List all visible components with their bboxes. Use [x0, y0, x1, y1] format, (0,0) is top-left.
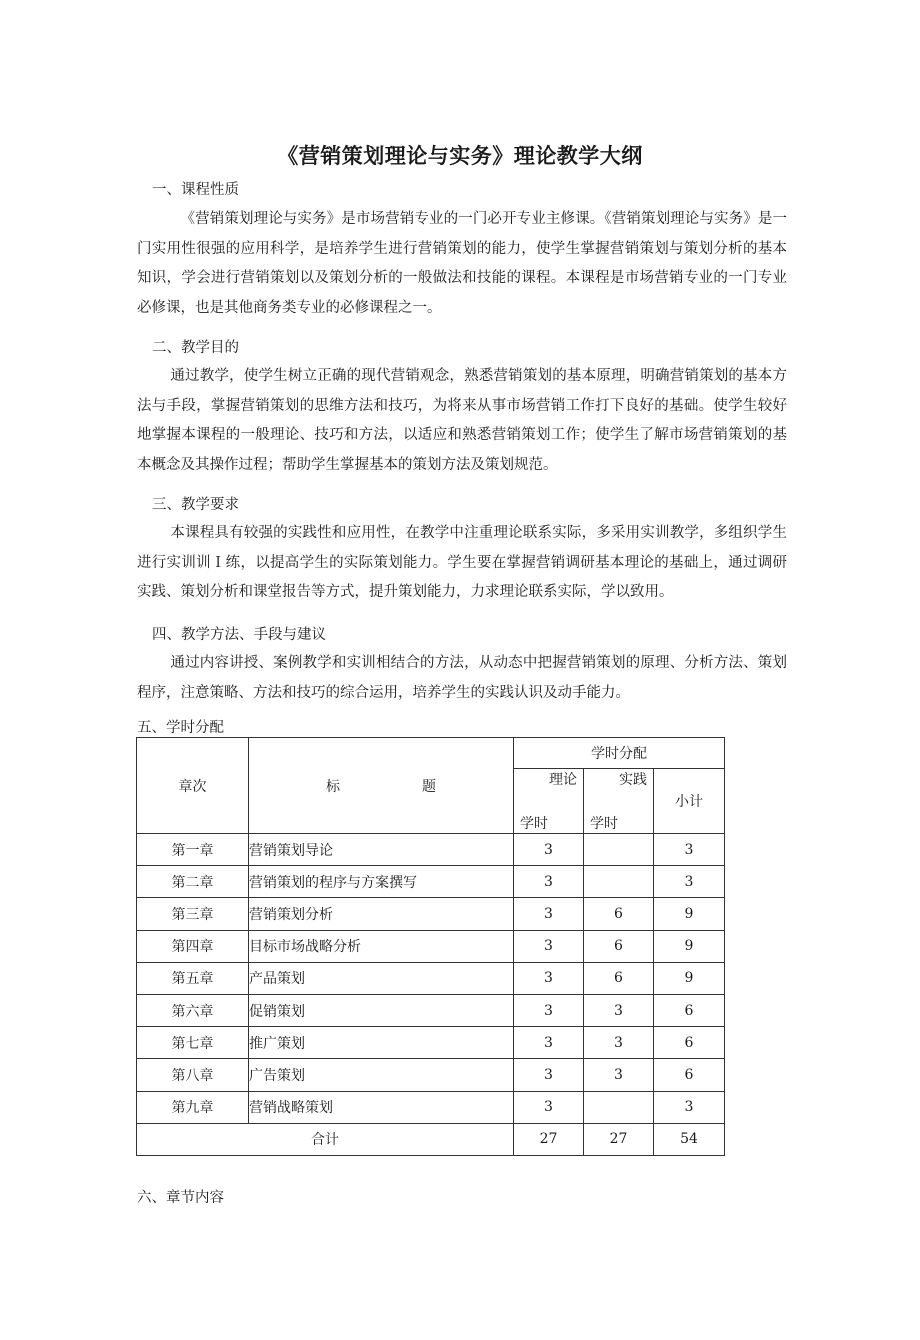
row-practice-hours: 3 [584, 1059, 654, 1091]
row-subtotal: 3 [654, 866, 725, 898]
table-body [137, 834, 725, 1124]
row-title: 促销策划 [249, 994, 514, 1026]
row-subtotal: 3 [654, 834, 725, 866]
row-practice-hours [584, 834, 654, 866]
document-title: 《营销策划理论与实务》理论教学大纲 [277, 144, 643, 168]
row-subtotal: 6 [654, 1059, 725, 1091]
row-title: 推广策划 [249, 1027, 514, 1059]
section-3-body [137, 519, 787, 608]
section-4-heading: 四、教学方法、手段与建议 [152, 627, 326, 643]
row-title: 营销策划导论 [249, 834, 514, 866]
row-subtotal: 9 [654, 930, 725, 962]
row-practice-hours: 6 [584, 930, 654, 962]
section-1-heading: 一、课程性质 [152, 182, 239, 198]
row-title: 目标市场战略分析 [249, 930, 514, 962]
row-chapter: 第七章 [137, 1027, 249, 1059]
row-theory-hours: 3 [514, 898, 584, 930]
row-chapter: 第六章 [137, 994, 249, 1026]
row-chapter: 第五章 [137, 962, 249, 994]
row-practice-hours [584, 1091, 654, 1123]
row-practice-hours [584, 866, 654, 898]
row-theory-hours: 3 [514, 962, 584, 994]
table-row [137, 994, 725, 1026]
section-6-heading: 六、章节内容 [137, 1190, 224, 1206]
header-chapter: 章次 [137, 738, 249, 834]
row-theory-hours: 3 [514, 1091, 584, 1123]
table-row [137, 866, 725, 898]
header-title-char-2: 题 [422, 778, 436, 795]
row-subtotal: 6 [654, 1027, 725, 1059]
section-1-text: 《营销策划理论与实务》是市场营销专业的一门必开专业主修课。《营销策划理论与实务》是一门实用性很强的应用科学，是培养学生进行营销策划的能力，使学生掌握营销策划与策划分析的基本知识，学会进行营销策划以及策划分析的一般做法和技能的课程。本课程是市场营销专业的一门专业必修课，也是其他商务类专业的必修课程之一。 [137, 211, 787, 316]
header-title [249, 738, 514, 834]
header-practice [584, 769, 654, 834]
table-row [137, 834, 725, 866]
header-practice-line-2: 学时 [590, 816, 618, 832]
table-row [137, 898, 725, 930]
header-theory [514, 769, 584, 834]
total-subtotal: 54 [654, 1123, 725, 1155]
table-row [137, 1059, 725, 1091]
row-theory-hours: 3 [514, 834, 584, 866]
total-practice: 27 [584, 1123, 654, 1155]
row-title: 产品策划 [249, 962, 514, 994]
row-theory-hours: 3 [514, 1059, 584, 1091]
row-subtotal: 9 [654, 962, 725, 994]
header-title-char-1: 标 [326, 778, 340, 795]
header-theory-line-2: 学时 [520, 816, 548, 832]
row-subtotal: 9 [654, 898, 725, 930]
hours-table [136, 737, 725, 1156]
section-5-heading: 五、学时分配 [137, 720, 224, 736]
row-practice-hours: 6 [584, 898, 654, 930]
row-subtotal: 3 [654, 1091, 725, 1123]
row-theory-hours: 3 [514, 930, 584, 962]
table-header-row [137, 738, 725, 769]
row-title: 广告策划 [249, 1059, 514, 1091]
section-4-text: 通过内容讲授、案例教学和实训相结合的方法，从动态中把握营销策划的原理、分析方法、策划程序，注意策略、方法和技巧的综合运用，培养学生的实践认识及动手能力。 [137, 655, 787, 701]
header-subtotal: 小计 [654, 769, 725, 834]
row-subtotal: 6 [654, 994, 725, 1026]
table-row [137, 962, 725, 994]
section-3-text: 本课程具有较强的实践性和应用性，在教学中注重理论联系实际，多采用实训教学，多组织学生进行实训训Ｉ练，以提高学生的实际策划能力。学生要在掌握营销调研基本理论的基础上，通过调研实践、策划分析和课堂报告等方式，提升策划能力，力求理论联系实际，学以致用。 [137, 525, 787, 601]
row-practice-hours: 3 [584, 1027, 654, 1059]
row-theory-hours: 3 [514, 1027, 584, 1059]
row-chapter: 第三章 [137, 898, 249, 930]
row-theory-hours: 3 [514, 994, 584, 1026]
row-theory-hours: 3 [514, 866, 584, 898]
row-title: 营销策划分析 [249, 898, 514, 930]
header-practice-line-1: 实践 [619, 772, 647, 788]
total-label: 合计 [137, 1123, 514, 1155]
header-hours-group: 学时分配 [514, 738, 725, 769]
table-total-row [137, 1123, 725, 1155]
total-theory: 27 [514, 1123, 584, 1155]
row-chapter: 第一章 [137, 834, 249, 866]
row-chapter: 第九章 [137, 1091, 249, 1123]
row-title: 营销策划的程序与方案撰写 [249, 866, 514, 898]
section-4-body [137, 649, 787, 708]
header-theory-line-1: 理论 [549, 772, 577, 788]
section-2-body [137, 362, 787, 480]
table-row [137, 1091, 725, 1123]
row-chapter: 第四章 [137, 930, 249, 962]
row-practice-hours: 6 [584, 962, 654, 994]
section-2-heading: 二、教学目的 [152, 340, 239, 356]
table-row [137, 1027, 725, 1059]
table-row [137, 930, 725, 962]
row-chapter: 第二章 [137, 866, 249, 898]
row-chapter: 第八章 [137, 1059, 249, 1091]
section-1-body [137, 205, 787, 323]
section-2-text: 通过教学，使学生树立正确的现代营销观念，熟悉营销策划的基本原理，明确营销策划的基本方法与手段，掌握营销策划的思维方法和技巧，为将来从事市场营销工作打下良好的基础。使学生较好地掌握本课程的一般理论、技巧和方法，以适应和熟悉营销策划工作；使学生了解市场营销策划的基本概念及其操作过程；帮助学生掌握基本的策划方法及策划规范。 [137, 368, 787, 473]
section-3-heading: 三、教学要求 [152, 497, 239, 513]
row-practice-hours: 3 [584, 994, 654, 1026]
row-title: 营销战略策划 [249, 1091, 514, 1123]
